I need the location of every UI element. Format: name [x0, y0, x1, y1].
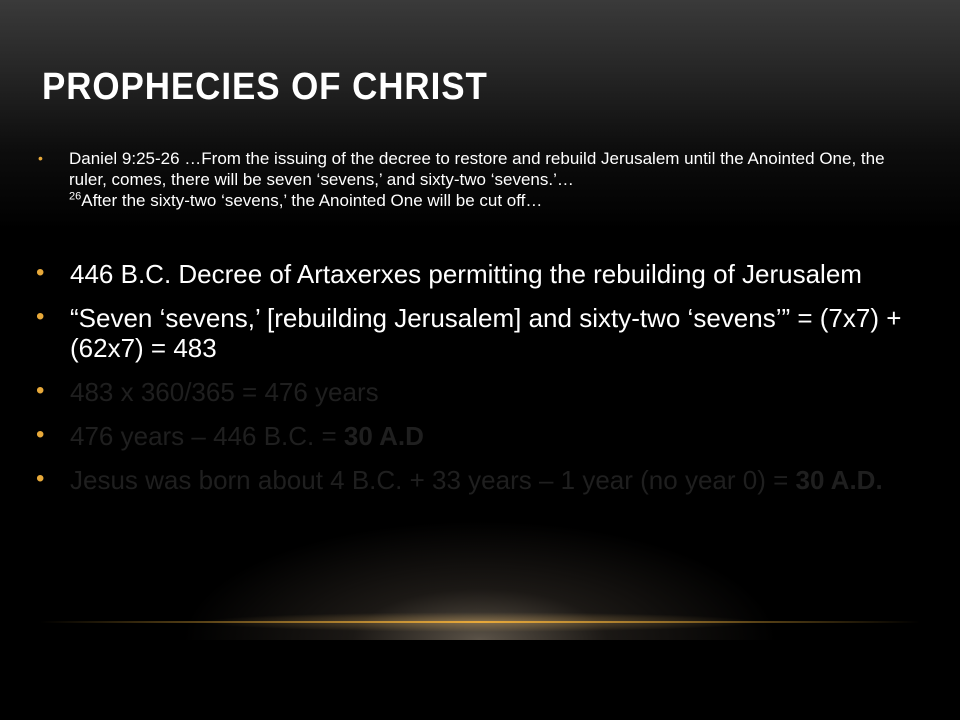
point-birth-calculation [36, 465, 916, 495]
bullet-icon: • [36, 465, 45, 492]
scripture-text-continued: After the sixty-two ‘sevens,’ the Anointed One will be cut off… [81, 191, 543, 210]
bullet-icon: • [36, 303, 45, 330]
scripture-text: Daniel 9:25-26 …From the issuing of the decree to restore and rebuild Jerusalem until the Anointed One, the ruler, comes, there will be seven ‘sevens,’ and sixty-two ‘sevens.’… [69, 149, 885, 189]
bullet-icon: • [36, 421, 45, 448]
gold-divider-line [40, 621, 920, 623]
point-sevens [36, 303, 916, 363]
point-text: Jesus was born about 4 B.C. + 33 years – 1 year (no year 0) = [70, 465, 796, 495]
slide-title: PROPHECIES OF CHRIST [42, 66, 488, 108]
point-text: 483 x 360/365 = 476 years [70, 377, 379, 407]
point-text: 476 years – 446 B.C. = [70, 421, 344, 451]
bullet-icon: • [38, 150, 43, 166]
point-text: “Seven ‘sevens,’ [rebuilding Jerusalem] and sixty-two ‘sevens’” = (7x7) + (62x7) = 483 [70, 303, 902, 363]
point-text: 446 B.C. Decree of Artaxerxes permitting the rebuilding of Jerusalem [70, 259, 862, 289]
point-result: 30 A.D [343, 421, 424, 451]
scripture-bullet [36, 148, 916, 211]
bullet-icon: • [36, 377, 45, 404]
bullet-icon: • [36, 259, 45, 286]
verse-number: 26 [69, 190, 82, 203]
point-decree [36, 259, 916, 289]
point-years-conversion [36, 377, 916, 407]
point-result: 30 A.D. [795, 465, 883, 495]
point-date-calculation [36, 421, 916, 451]
slide-content [36, 148, 916, 509]
